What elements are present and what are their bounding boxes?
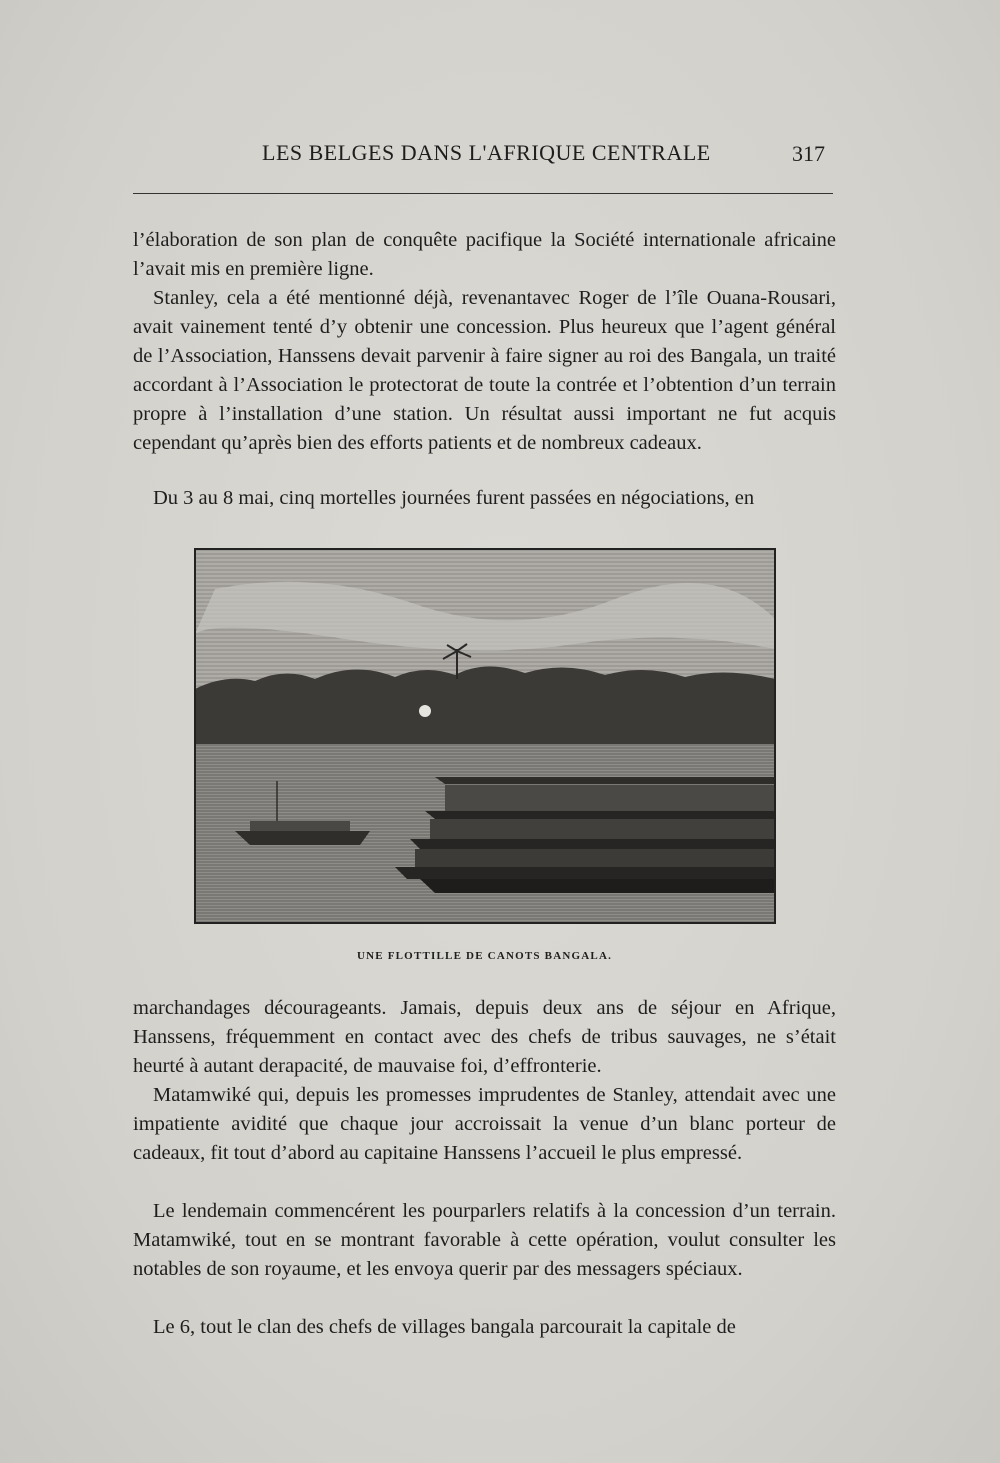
paragraph-2: Stanley, cela a été mentionné déjà, revenantavec Roger de l’île Ouana-Rousari, avait vainement tenté d’y obtenir une concession. Plus heureux que l’agent général de l’Association, Hanssens devait parvenir à faire signer au roi des Bangala, un traité accordant à l’Association le protectorat de toute la contrée et l’obtention d’un terrain propre à l’installation d’une station. Un résultat aussi important ne fut acquis cependant qu’après bien des efforts patients et de nombreux cadeaux. (133, 287, 836, 454)
page-number: 317 (792, 141, 825, 166)
paragraph-3: Du 3 au 8 mai, cinq mortelles journées furent passées en négociations, en (153, 487, 755, 509)
forest-treeline (195, 666, 775, 744)
canoe-flotilla (395, 777, 775, 893)
running-title: LES BELGES DANS L'AFRIQUE CENTRALE (262, 140, 711, 165)
figure-caption: UNE FLOTTILLE DE CANOTS BANGALA. (356, 950, 613, 962)
setting-sun (419, 705, 431, 717)
header-rule (133, 193, 833, 194)
flotilla-engraving (195, 549, 775, 923)
paragraph-7: Le 6, tout le clan des chefs de villages bangala parcourait la capitale de (153, 1316, 736, 1338)
paragraph-4: marchandages décourageants. Jamais, depuis deux ans de séjour en Afrique, Hanssens, fréquemment en contact avec des chefs de tribus sauvages, ne s’était heurté à autant derapacité, de mauvaise foi, d’effronterie. (133, 997, 836, 1077)
paragraph-5: Matamwiké qui, depuis les promesses imprudentes de Stanley, attendait avec une impatiente avidité que chaque jour accroissait la venue d’un blanc porteur de cadeaux, fit tout d’abord au capitaine Hanssens l’accueil le plus empressé. (133, 1084, 836, 1164)
sail-boat (235, 831, 370, 845)
engraving-illustration (194, 548, 776, 924)
paragraph-1: l’élaboration de son plan de conquête pacifique la Société internationale africaine l’avait mis en première ligne. (133, 229, 836, 280)
paragraph-6: Le lendemain commencérent les pourparlers relatifs à la concession d’un terrain. Matamwiké, tout en se montrant favorable à cette opération, voulut consulter les notables de son royaume, et les envoya querir par des messagers spéciaux. (133, 1200, 836, 1280)
